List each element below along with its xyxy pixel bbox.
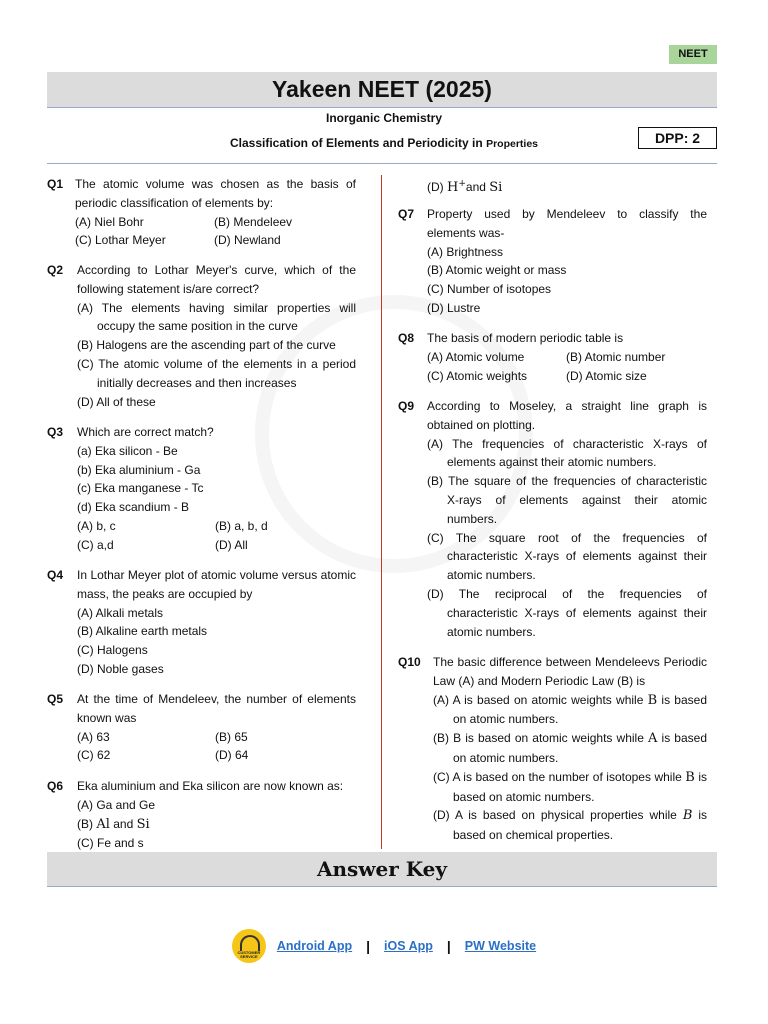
question-body xyxy=(77,777,356,853)
option-b: (B) Alkaline earth metals xyxy=(77,624,208,639)
option-d: (D) All of these xyxy=(77,394,156,409)
option-a: (A) b, c xyxy=(77,518,116,533)
option-d: (D) Lustre xyxy=(427,300,481,315)
question-body xyxy=(427,205,707,318)
footer-links xyxy=(0,928,768,964)
question-stem: Which are correct match? xyxy=(77,425,214,439)
question-number: Q1 xyxy=(47,177,64,191)
option-d-prefix: (D) xyxy=(427,180,447,194)
option-d-tail: is based on chemical properties. xyxy=(453,808,708,843)
option-c: (C) The atomic volume of the elements in a period initially decreases and then increases xyxy=(77,356,356,390)
symbol-al: Al xyxy=(96,816,110,832)
option-d: (D) Noble gases xyxy=(77,661,164,676)
option-b xyxy=(77,815,356,835)
match-item: (a) Eka silicon - Be xyxy=(77,443,178,458)
option-b: (B) a, b, d xyxy=(215,518,268,533)
option-a: (A) The frequencies of characteristic X-rays of elements against their atomic numbers. xyxy=(427,436,707,470)
question-stem: Eka aluminium and Eka silicon are now known as: xyxy=(77,779,344,793)
option-a: (A) Alkali metals xyxy=(77,605,164,620)
question-body xyxy=(427,329,707,385)
question-body xyxy=(427,397,707,641)
question-stem: In Lothar Meyer plot of atomic volume versus atomic mass, the peaks are occupied by xyxy=(77,568,356,601)
option-d: (D) Newland xyxy=(214,233,281,248)
android-app-link[interactable]: Android App xyxy=(276,939,353,953)
option-a: (A) Atomic volume xyxy=(427,349,525,364)
option-c: (C) The square root of the frequencies of characteristic X-rays of elements against their atomic numbers. xyxy=(427,530,707,583)
symbol-a: A xyxy=(648,731,658,747)
option-a: (A) Niel Bohr xyxy=(75,214,144,229)
option-c: (C) Halogens xyxy=(77,643,148,658)
question-stem: According to Moseley, a straight line graph is obtained on plotting. xyxy=(427,399,707,432)
option-b: (B) The square of the frequencies of characteristic X-rays of elements against their atomic numbers. xyxy=(427,474,707,526)
option-b xyxy=(433,729,707,768)
question-number: Q5 xyxy=(47,692,64,706)
option-c: (C) Atomic weights xyxy=(427,368,528,383)
answer-key-heading: Answer Key xyxy=(316,857,448,881)
option-b: (B) 65 xyxy=(215,729,248,744)
header-divider xyxy=(47,163,717,164)
match-item: (d) Eka scandium - B xyxy=(77,500,190,515)
pw-website-link[interactable]: PW Website xyxy=(464,939,537,953)
option-a xyxy=(433,691,707,730)
symbol-h: H xyxy=(447,180,459,195)
footer-separator: | xyxy=(446,938,451,954)
option-d-text: (D) A is based on physical properties while xyxy=(433,808,683,823)
symbol-b: B xyxy=(647,692,658,708)
option-d xyxy=(433,806,707,845)
match-item: (b) Eka aluminium - Ga xyxy=(77,462,201,477)
page-title: Yakeen NEET (2025) xyxy=(272,76,492,102)
question-stem: The basic difference between Mendeleevs Periodic Law (A) and Modern Periodic Law (B) is xyxy=(433,655,707,688)
ios-app-link[interactable]: iOS App xyxy=(384,939,433,953)
option-a: (A) The elements having similar properties will occupy the same position in the curve xyxy=(77,300,356,334)
question-body xyxy=(77,423,356,555)
customer-service-icon[interactable] xyxy=(232,929,266,963)
question-stem: Property used by Mendeleev to classify the elements was- xyxy=(427,207,707,240)
symbol-si: Si xyxy=(136,816,150,832)
question-body xyxy=(75,175,356,250)
footer-separator: | xyxy=(366,938,371,954)
option-b-and: and xyxy=(109,816,137,831)
option-c-text: (C) A is based on the number of isotopes while xyxy=(433,769,686,784)
dpp-box: DPP: 2 xyxy=(638,127,717,149)
option-c: (C) a,d xyxy=(77,537,114,552)
option-b: (B) Halogens are the ascending part of the curve xyxy=(77,338,336,353)
option-c: (C) Number of isotopes xyxy=(427,282,552,297)
column-divider xyxy=(381,175,382,849)
option-d: (D) Atomic size xyxy=(566,368,647,383)
question-stem: The basis of modern periodic table is xyxy=(427,331,624,345)
symbol-plus: + xyxy=(458,179,466,189)
question-6-option-d xyxy=(427,175,707,198)
subject-heading: Inorganic Chemistry xyxy=(325,111,443,125)
option-d-and: and xyxy=(465,180,490,194)
question-number: Q6 xyxy=(47,779,64,793)
option-a: (A) Ga and Ge xyxy=(77,797,156,812)
question-stem: The atomic volume was chosen as the basis of periodic classification of elements by: xyxy=(75,177,356,210)
option-b-text: (B) B is based on atomic weights while xyxy=(433,731,649,746)
customer-service-label: CUSTOMER SERVICE xyxy=(237,950,261,959)
option-a: (A) 63 xyxy=(77,729,110,744)
match-item: (c) Eka manganese - Tc xyxy=(77,481,204,496)
option-b-tail: is based on atomic numbers. xyxy=(453,731,707,765)
question-stem: According to Lothar Meyer's curve, which of the following statement is/are correct? xyxy=(77,263,356,296)
option-c: (C) 62 xyxy=(77,748,111,763)
symbol-b: B xyxy=(682,808,693,824)
option-c: (C) Lothar Meyer xyxy=(75,233,166,248)
chapter-main: Classification of Elements and Periodicity in xyxy=(229,136,483,150)
question-number: Q8 xyxy=(398,331,415,345)
question-stem: At the time of Mendeleev, the number of elements known was xyxy=(77,692,356,725)
option-a-text: (A) A is based on atomic weights while xyxy=(433,692,648,707)
option-a: (A) Brightness xyxy=(427,244,504,259)
option-d xyxy=(427,175,707,198)
exam-badge: NEET xyxy=(669,45,717,64)
question-body xyxy=(433,653,707,845)
question-body xyxy=(77,261,356,411)
chapter-small: Properties xyxy=(486,138,538,150)
option-d: (D) 64 xyxy=(215,748,249,763)
question-number: Q4 xyxy=(47,568,64,582)
option-c-tail: is based on atomic numbers. xyxy=(453,769,708,804)
question-number: Q2 xyxy=(47,263,64,277)
option-b: (B) Atomic weight or mass xyxy=(427,263,567,278)
question-body xyxy=(77,566,356,679)
question-number: Q7 xyxy=(398,207,415,221)
symbol-si: Si xyxy=(489,180,503,195)
option-a-tail: is based on atomic numbers. xyxy=(453,692,707,727)
title-bar xyxy=(47,72,717,108)
option-b-prefix: (B) xyxy=(77,816,97,831)
option-d: (D) All xyxy=(215,537,248,552)
option-c xyxy=(433,768,707,807)
option-d: (D) The reciprocal of the frequencies of characteristic X-rays of elements against their atomic numbers. xyxy=(427,586,707,639)
option-b: (B) Mendeleev xyxy=(214,214,293,229)
question-number: Q9 xyxy=(398,399,415,413)
option-b: (B) Atomic number xyxy=(566,349,666,364)
answer-key-bar xyxy=(47,852,717,887)
symbol-b: B xyxy=(685,769,695,785)
question-number: Q3 xyxy=(47,425,64,439)
option-c: (C) Fe and s xyxy=(77,836,144,851)
question-number: Q10 xyxy=(398,655,421,669)
question-body xyxy=(77,690,356,765)
